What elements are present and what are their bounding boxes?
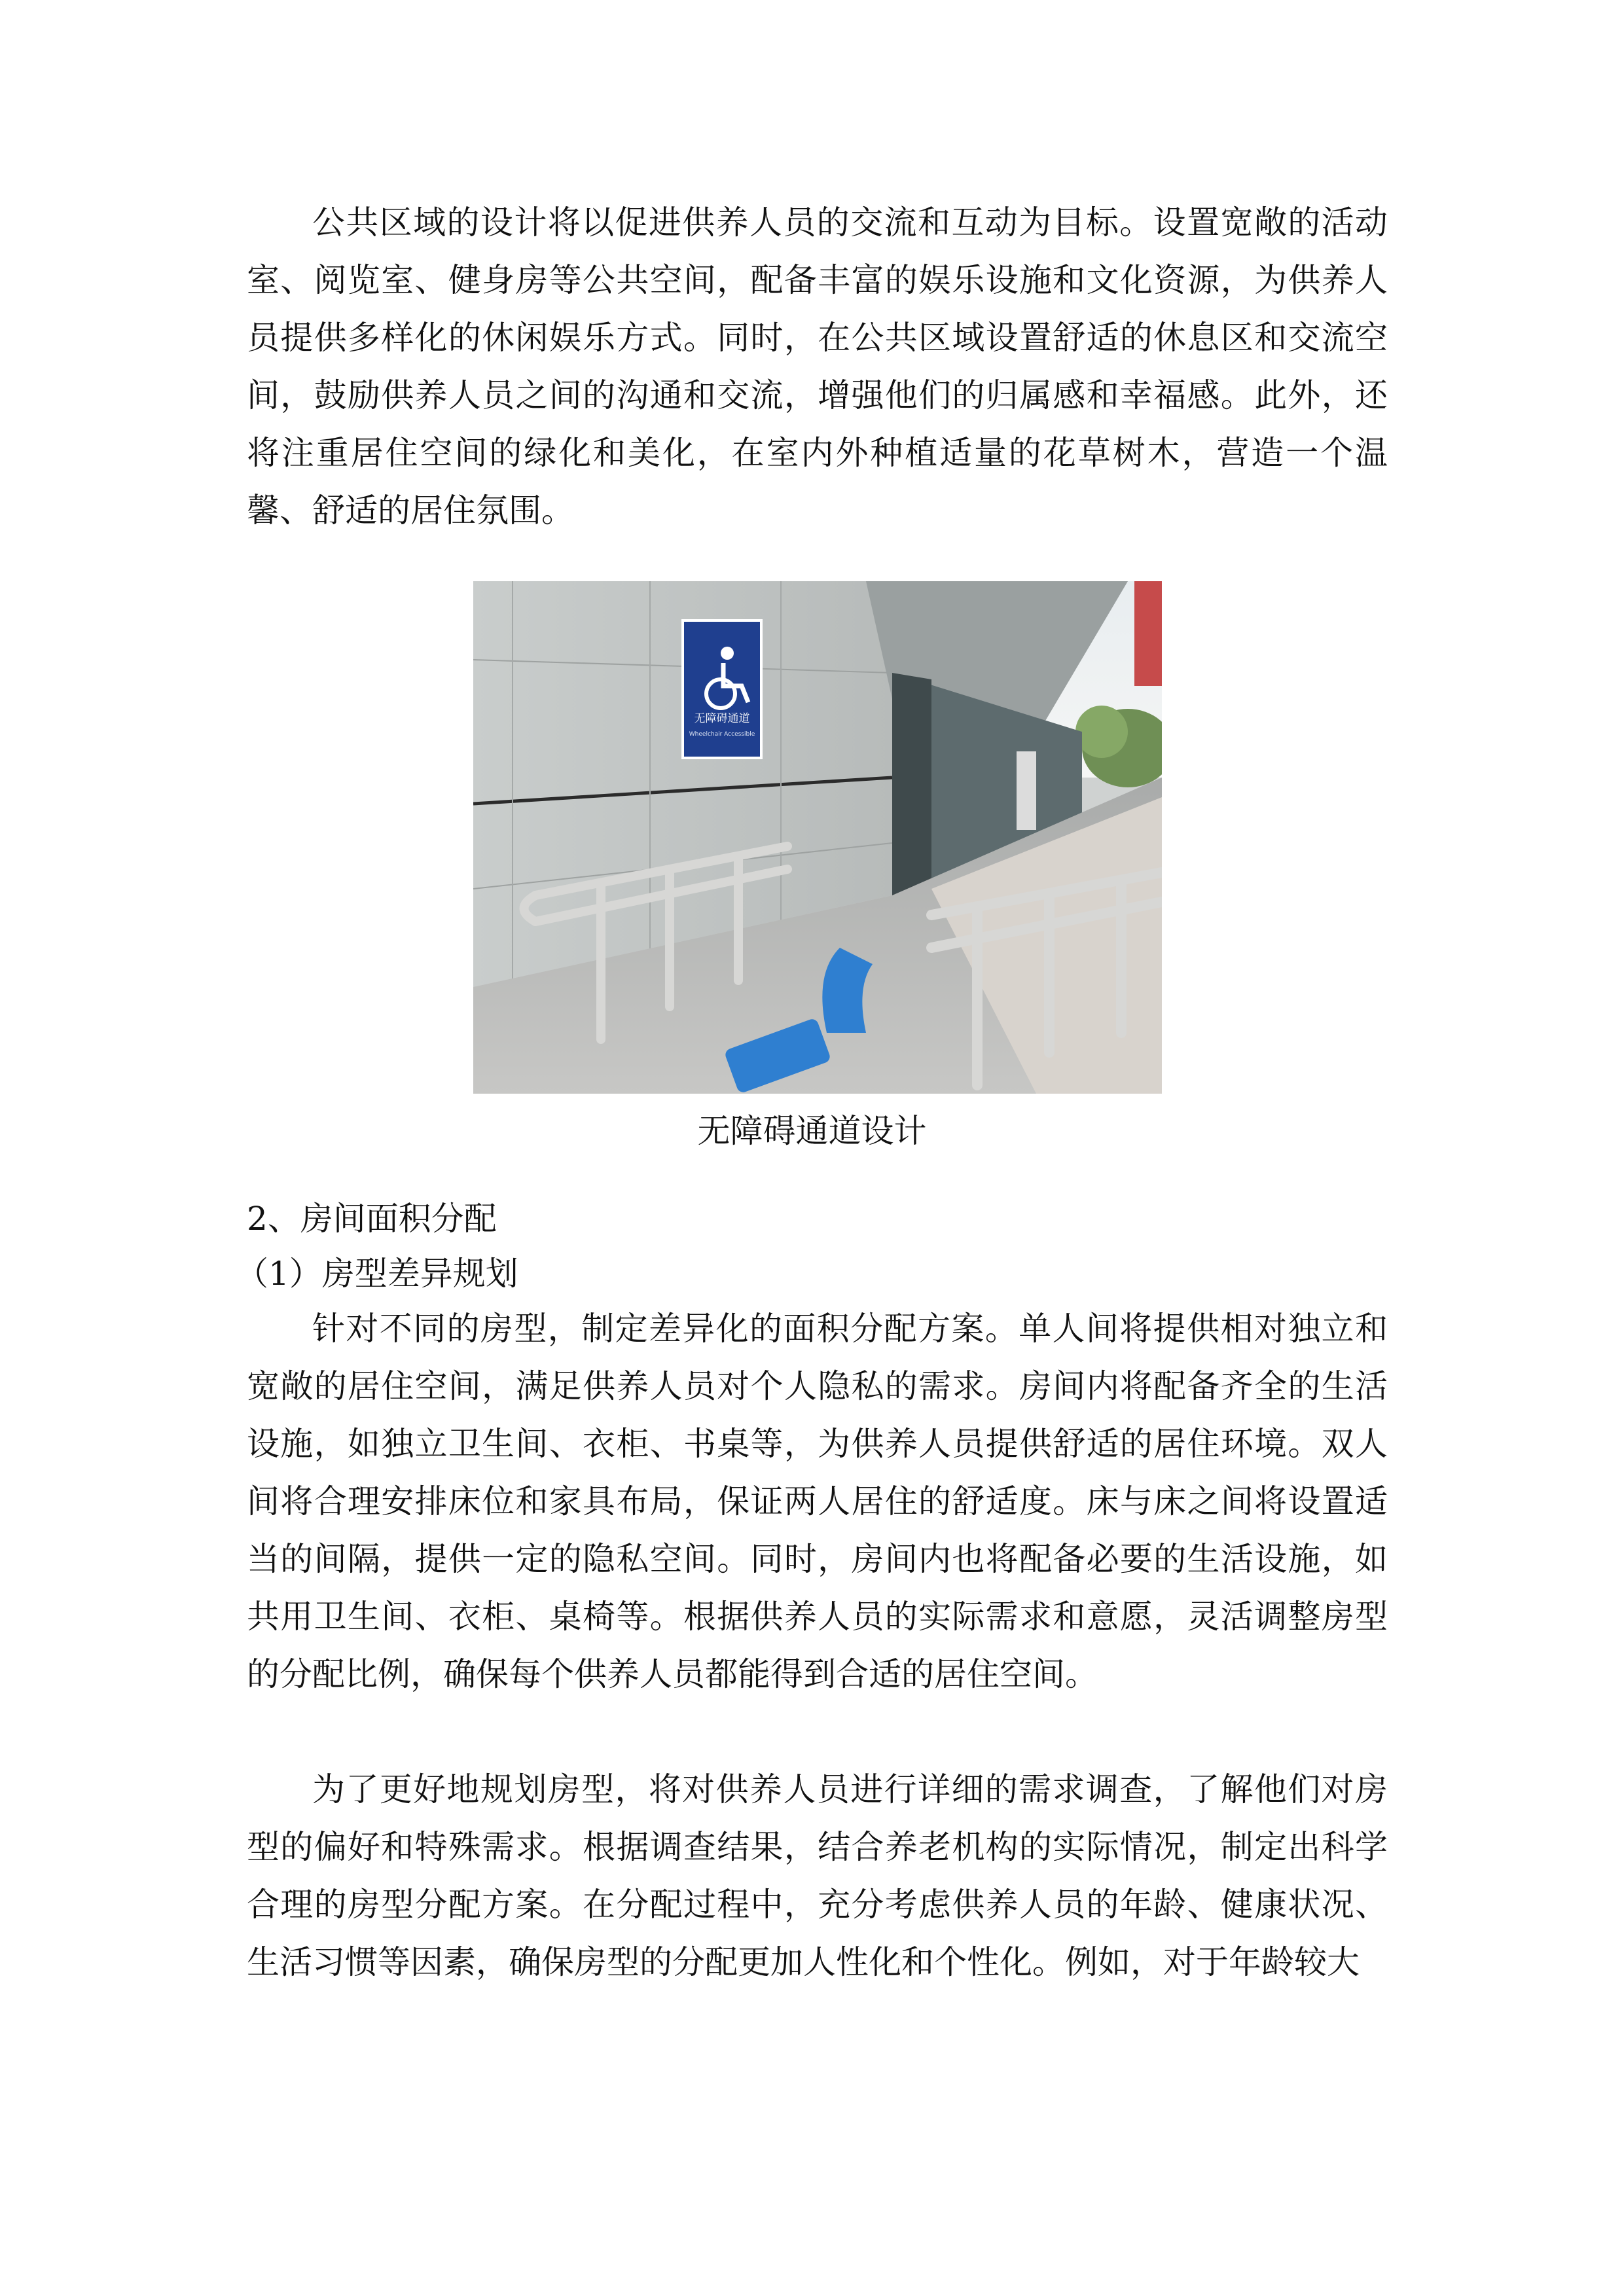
tree-foliage: [1075, 706, 1128, 758]
door-frame: [892, 673, 931, 895]
subsection-heading: （1）房型差异规划: [236, 1255, 518, 1293]
section-heading: 2、房间面积分配: [247, 1200, 497, 1238]
person-silhouette: [1017, 751, 1036, 830]
accessible-sign: [683, 620, 761, 758]
photo-illustration: [473, 581, 1162, 1094]
accessible-ramp-photo: [473, 581, 1162, 1094]
building-red: [1134, 581, 1162, 686]
wheelchair-icon: [721, 647, 734, 660]
paragraph-room-types: 针对不同的房型，制定差异化的面积分配方案。单人间将提供相对独立和宽敞的居住空间，满足供养人员对个人隐私的需求。房间内将配备齐全的生活设施，如独立卫生间、衣柜、书桌等，为供养人员提供舒适的居住环境。双人间将合理安排床位和家具布局，保证两人居住的舒适度。床与床之间将设置适当的间隔，提供一定的隐私空间。同时，房间内也将配备必要的生活设施，如共用卫生间、衣柜、桌椅等。根据供养人员的实际需求和意愿，灵活调整房型的分配比例，确保每个供养人员都能得到合适的居住空间。: [247, 1310, 1388, 1693]
sign-label: 无障碍通道: [694, 712, 750, 725]
paragraph-public-area: 公共区域的设计将以促进供养人员的交流和互动为目标。设置宽敞的活动室、阅览室、健身房等公共空间，配备丰富的娱乐设施和文化资源，为供养人员提供多样化的休闲娱乐方式。同时，在公共区域设置舒适的休息区和交流空间，鼓励供养人员之间的沟通和交流，增强他们的归属感和幸福感。此外，还将注重居住空间的绿化和美化，在室内外种植适量的花草树木，营造一个温馨、舒适的居住氛围。: [247, 204, 1388, 529]
paragraph-survey: 为了更好地规划房型，将对供养人员进行详细的需求调查，了解他们对房型的偏好和特殊需求。根据调查结果，结合养老机构的实际情况，制定出科学合理的房型分配方案。在分配过程中，充分考虑供养人员的年龄、健康状况、生活习惯等因素，确保房型的分配更加人性化和个性化。例如，对于年龄较大: [247, 1770, 1388, 1981]
figure-caption: 无障碍通道设计: [697, 1112, 927, 1150]
sign-sublabel: Wheelchair Accessible: [689, 731, 755, 738]
